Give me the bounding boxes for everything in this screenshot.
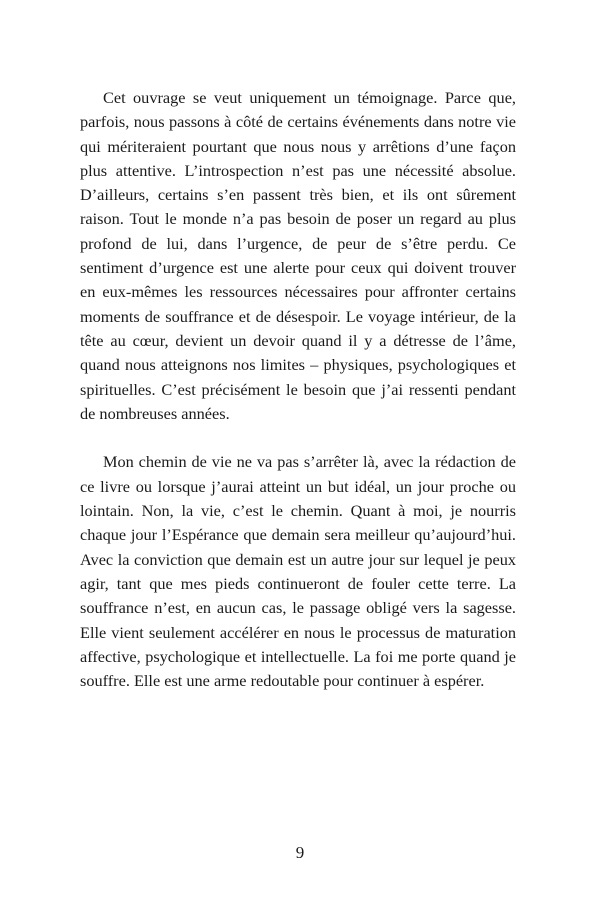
paragraph-1: Cet ouvrage se veut uniquement un témoignage. Parce que, parfois, nous passons à côté de certains événements dans notre vie qui mériteraient pourtant que nous nous y arrêtions d’une façon plus attentive. L’introspection n’est pas une nécessité absolue. D’ailleurs, certains s’en passent très bien, et ils ont sûrement raison. Tout le monde n’a pas besoin de poser un regard au plus profond de lui, dans l’urgence, de peur de s’être perdu. Ce sentiment d’urgence est une alerte pour ceux qui doivent trouver en eux-mêmes les ressources nécessaires pour affronter certains moments de souffrance et de désespoir. Le voyage intérieur, de la tête au cœur, devient un devoir quand il y a détresse de l’âme, quand nous atteignons nos limites – physiques, psychologiques et spirituelles. C’est précisément le besoin que j’ai ressenti pendant de nombreuses années.	[80, 88, 516, 423]
paragraph-2: Mon chemin de vie ne va pas s’arrêter là, avec la rédaction de ce livre ou lorsque j’aurai atteint un but idéal, un jour proche ou lointain. Non, la vie, c’est le chemin. Quant à moi, je nourris chaque jour l’Espérance que demain sera meilleur qu’aujourd’hui. Avec la conviction que demain est un autre jour sur lequel je peux agir, tant que mes pieds continueront de fouler cette terre. La souffrance n’est, en aucun cas, le passage obligé vers la sagesse. Elle vient seulement accélérer en nous le processus de maturation affective, psychologique et intellectuelle. La foi me porte quand je souffre. Elle est une arme redoutable pour continuer à espérer.	[80, 452, 516, 691]
body-text	[80, 86, 516, 693]
page-number: 9	[295, 843, 305, 862]
